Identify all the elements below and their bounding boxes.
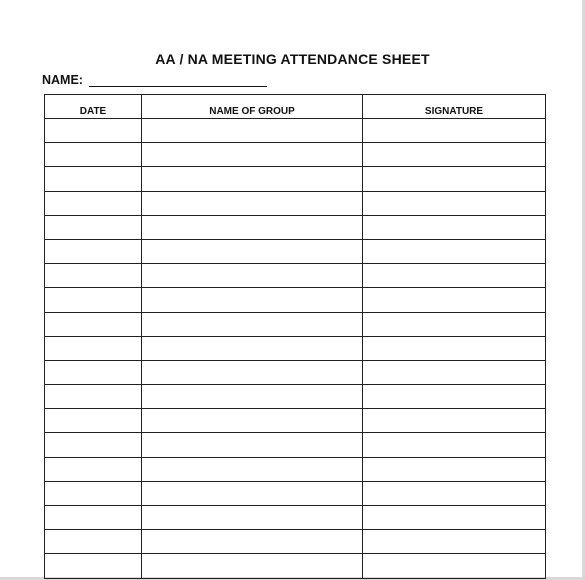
date-cell[interactable]	[45, 481, 142, 505]
table-row	[45, 215, 546, 239]
group-name-cell[interactable]	[142, 409, 363, 433]
date-cell[interactable]	[45, 239, 142, 263]
signature-cell[interactable]	[363, 215, 546, 239]
column-header-signature: SIGNATURE	[363, 95, 546, 119]
table-row	[45, 239, 546, 263]
name-blank-line[interactable]	[89, 74, 267, 87]
group-name-cell[interactable]	[142, 360, 363, 384]
signature-cell[interactable]	[363, 264, 546, 288]
date-cell[interactable]	[45, 409, 142, 433]
table-row	[45, 457, 546, 481]
table-row	[45, 385, 546, 409]
page-title: AA / NA MEETING ATTENDANCE SHEET	[155, 51, 430, 67]
date-cell[interactable]	[45, 312, 142, 336]
signature-cell[interactable]	[363, 336, 546, 360]
signature-cell[interactable]	[363, 143, 546, 167]
group-name-cell[interactable]	[142, 143, 363, 167]
signature-cell[interactable]	[363, 239, 546, 263]
signature-cell[interactable]	[363, 191, 546, 215]
date-cell[interactable]	[45, 506, 142, 530]
group-name-cell[interactable]	[142, 506, 363, 530]
table-row	[45, 360, 546, 384]
group-name-cell[interactable]	[142, 554, 363, 578]
signature-cell[interactable]	[363, 167, 546, 191]
date-cell[interactable]	[45, 167, 142, 191]
date-cell[interactable]	[45, 119, 142, 143]
table-row	[45, 336, 546, 360]
date-cell[interactable]	[45, 457, 142, 481]
signature-cell[interactable]	[363, 433, 546, 457]
table-row	[45, 554, 546, 578]
group-name-cell[interactable]	[142, 336, 363, 360]
table-row	[45, 191, 546, 215]
date-cell[interactable]	[45, 360, 142, 384]
table-row	[45, 143, 546, 167]
signature-cell[interactable]	[363, 506, 546, 530]
signature-cell[interactable]	[363, 409, 546, 433]
group-name-cell[interactable]	[142, 312, 363, 336]
signature-cell[interactable]	[363, 457, 546, 481]
name-field	[42, 73, 267, 87]
date-cell[interactable]	[45, 191, 142, 215]
group-name-cell[interactable]	[142, 457, 363, 481]
group-name-cell[interactable]	[142, 385, 363, 409]
column-header-name-of-group: NAME OF GROUP	[142, 95, 363, 119]
table-row	[45, 264, 546, 288]
name-label: NAME:	[42, 73, 83, 87]
attendance-table-body	[45, 119, 546, 579]
signature-cell[interactable]	[363, 385, 546, 409]
signature-cell[interactable]	[363, 312, 546, 336]
group-name-cell[interactable]	[142, 215, 363, 239]
group-name-cell[interactable]	[142, 481, 363, 505]
table-header-row	[45, 95, 546, 119]
date-cell[interactable]	[45, 554, 142, 578]
group-name-cell[interactable]	[142, 191, 363, 215]
signature-cell[interactable]	[363, 554, 546, 578]
attendance-table	[44, 94, 546, 579]
table-row	[45, 167, 546, 191]
date-cell[interactable]	[45, 215, 142, 239]
group-name-cell[interactable]	[142, 530, 363, 554]
signature-cell[interactable]	[363, 288, 546, 312]
group-name-cell[interactable]	[142, 119, 363, 143]
date-cell[interactable]	[45, 143, 142, 167]
group-name-cell[interactable]	[142, 239, 363, 263]
table-row	[45, 409, 546, 433]
table-row	[45, 288, 546, 312]
table-row	[45, 433, 546, 457]
signature-cell[interactable]	[363, 360, 546, 384]
group-name-cell[interactable]	[142, 433, 363, 457]
table-row	[45, 312, 546, 336]
date-cell[interactable]	[45, 288, 142, 312]
signature-cell[interactable]	[363, 119, 546, 143]
date-cell[interactable]	[45, 264, 142, 288]
signature-cell[interactable]	[363, 530, 546, 554]
date-cell[interactable]	[45, 336, 142, 360]
date-cell[interactable]	[45, 385, 142, 409]
table-row	[45, 119, 546, 143]
group-name-cell[interactable]	[142, 167, 363, 191]
signature-cell[interactable]	[363, 481, 546, 505]
date-cell[interactable]	[45, 433, 142, 457]
column-header-date: DATE	[45, 95, 142, 119]
group-name-cell[interactable]	[142, 288, 363, 312]
table-row	[45, 530, 546, 554]
date-cell[interactable]	[45, 530, 142, 554]
table-row	[45, 506, 546, 530]
table-row	[45, 481, 546, 505]
group-name-cell[interactable]	[142, 264, 363, 288]
